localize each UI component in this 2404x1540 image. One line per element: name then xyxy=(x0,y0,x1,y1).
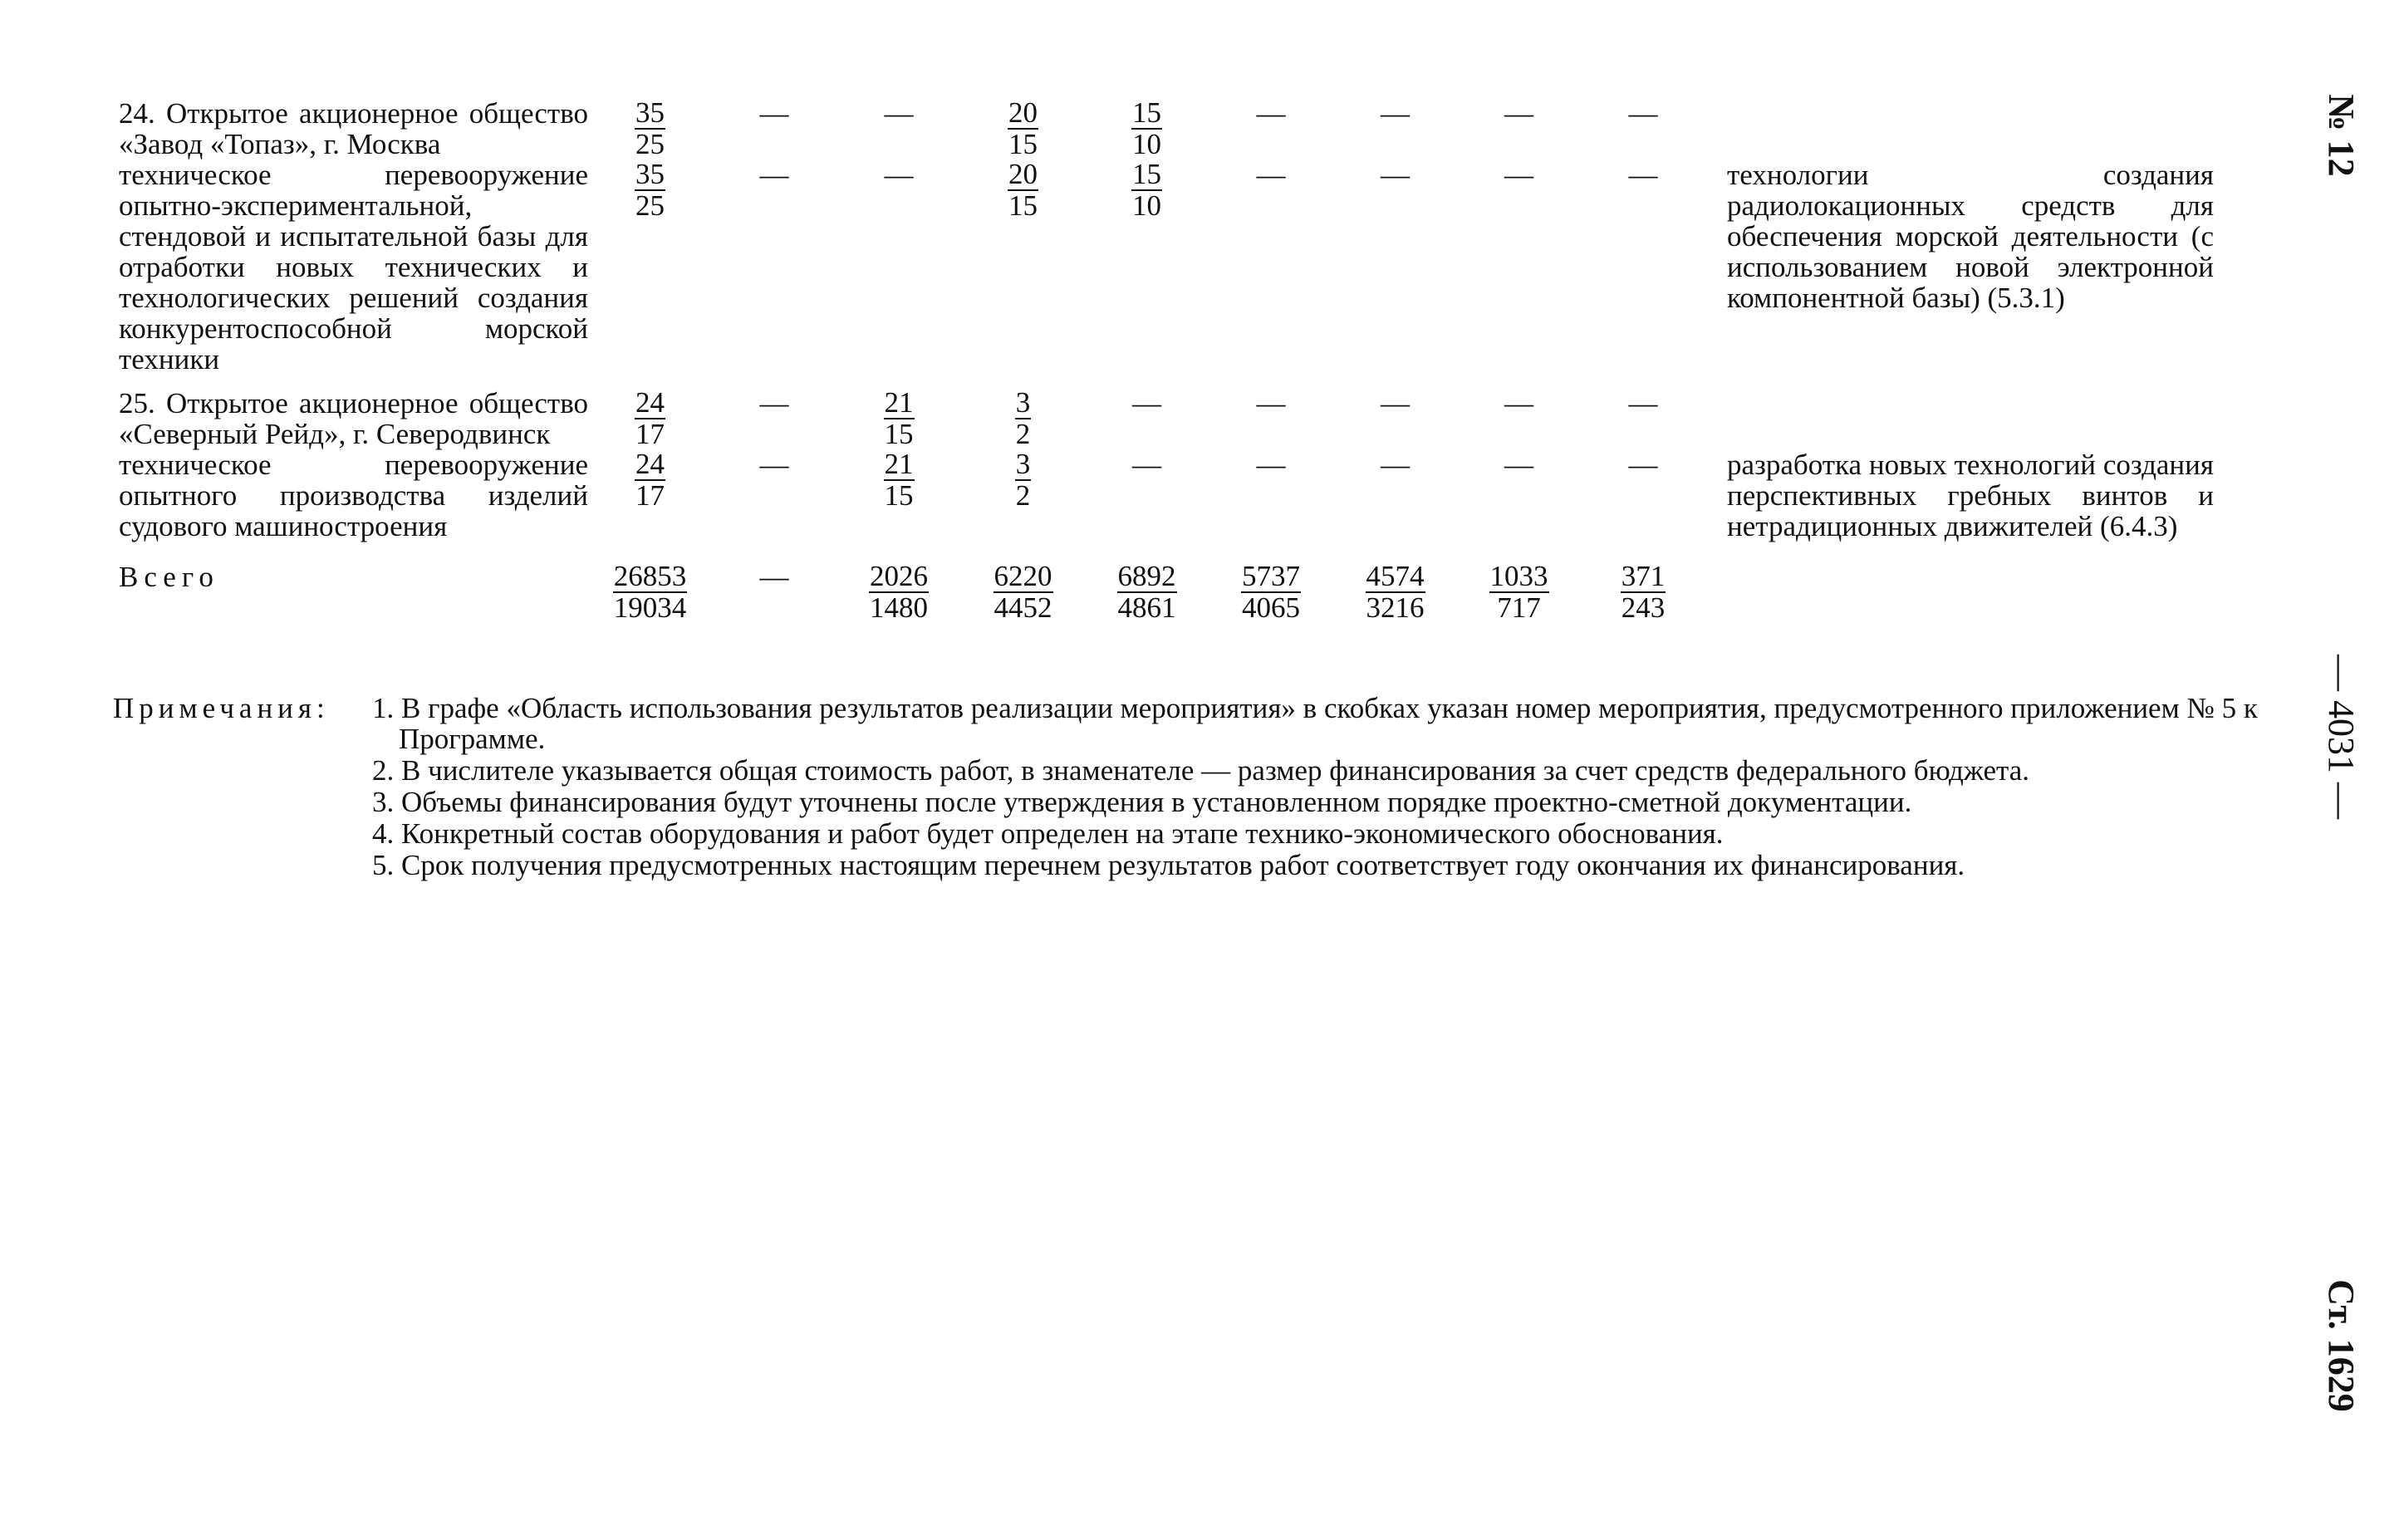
value-cell: $\frac{20}{15}$ xyxy=(1008,158,1038,222)
row-name: 24. Открытое акционерное общество «Завод «Топаз», г. Москва xyxy=(119,97,588,160)
value-cell: $\frac{3}{2}$ xyxy=(1015,448,1031,512)
value-cell: — xyxy=(1504,387,1533,419)
value-cell: $\frac{15}{10}$ xyxy=(1132,158,1161,222)
value-cell: — xyxy=(884,97,914,130)
total-cell: $\frac{5737}{4065}$ xyxy=(1242,560,1300,624)
value-cell: — xyxy=(1504,97,1533,130)
total-cell: $\frac{6220}{4452}$ xyxy=(993,560,1052,624)
row-name: техническое перевооружение опытного производства изделий судового машиностроения xyxy=(119,449,588,542)
value-cell: — xyxy=(759,159,789,191)
value-cell: — xyxy=(1256,159,1286,191)
value-cell: — xyxy=(1256,97,1286,130)
value-cell: — xyxy=(1132,387,1161,419)
table-row xyxy=(119,388,2214,449)
usage-area xyxy=(1705,98,2214,159)
total-row xyxy=(119,555,2214,623)
value-cell: — xyxy=(1381,387,1410,419)
table-row xyxy=(119,159,2214,388)
usage-area xyxy=(1705,388,2214,449)
value-cell: — xyxy=(1381,449,1410,481)
table-row xyxy=(119,98,2214,159)
total-cell: — xyxy=(759,561,789,593)
table-body xyxy=(119,98,2214,623)
article-number: Ст. 1629 xyxy=(2321,1279,2362,1412)
total-cell: $\frac{371}{243}$ xyxy=(1621,560,1666,624)
total-cell: $\frac{26853}{19034}$ xyxy=(613,560,687,624)
value-cell: — xyxy=(1132,449,1161,481)
usage-area: разработка новых технологий создания перспективных гребных винтов и нетрадиционных движителей (6.4.3) xyxy=(1727,449,2214,542)
notes-list xyxy=(372,693,2289,881)
total-label: Всего xyxy=(119,561,219,593)
note-item: 5. Срок получения предусмотренных настоящим перечнем результатов работ соответствует году окончания их финансирования. xyxy=(372,849,1965,881)
value-cell: $\frac{35}{25}$ xyxy=(635,158,665,222)
value-cell: — xyxy=(1381,97,1410,130)
row-name: 25. Открытое акционерное общество «Северный Рейд», г. Северодвинск xyxy=(119,387,588,450)
value-cell: — xyxy=(1628,97,1658,130)
value-cell: $\frac{35}{25}$ xyxy=(635,96,665,160)
value-cell: — xyxy=(759,97,789,130)
note-item: 1. В графе «Область использования результатов реализации мероприятия» в скобках указан номер мероприятия, предусмотренного приложением № 5 к Программе. xyxy=(372,692,2258,755)
notes-section xyxy=(113,693,2289,881)
value-cell: $\frac{3}{2}$ xyxy=(1015,386,1031,450)
notes-label: Примечания: xyxy=(113,692,330,724)
notes-row xyxy=(113,693,2289,881)
note-item: 4. Конкретный состав оборудования и работ будет определен на этапе технико-экономического обоснования. xyxy=(372,817,1724,850)
value-cell: $\frac{20}{15}$ xyxy=(1008,96,1038,160)
value-cell: — xyxy=(759,387,789,419)
value-cell: — xyxy=(759,449,789,481)
row-name: техническое перевооружение опытно-экспериментальной, стендовой и испытательной базы для отработки новых технических и технологических решений создания конкурентоспособной морской техники xyxy=(119,159,588,375)
value-cell: — xyxy=(1628,159,1658,191)
value-cell: — xyxy=(1504,449,1533,481)
value-cell: — xyxy=(1504,159,1533,191)
total-cell: $\frac{2026}{1480}$ xyxy=(870,560,928,624)
value-cell: $\frac{24}{17}$ xyxy=(635,386,665,450)
value-cell: $\frac{15}{10}$ xyxy=(1132,96,1161,160)
total-area xyxy=(1705,555,2214,623)
page-number: — 4031 — xyxy=(2321,655,2362,819)
note-item: 3. Объемы финансирования будут уточнены после утверждения в установленном порядке проектно-сметной документации. xyxy=(372,786,1912,818)
usage-area: технологии создания радиолокационных средств для обеспечения морской деятельности (с использованием новой электронной компонентной базы) (5.3.1) xyxy=(1727,159,2214,314)
value-cell: — xyxy=(1256,387,1286,419)
funding-table xyxy=(119,98,2214,623)
total-cell: $\frac{1033}{717}$ xyxy=(1489,560,1548,624)
value-cell: — xyxy=(1256,449,1286,481)
note-item: 2. В числителе указывается общая стоимость работ, в знаменателе — размер финансирования за счет средств федерального бюджета. xyxy=(372,754,2030,787)
value-cell: — xyxy=(1628,449,1658,481)
total-cell: $\frac{6892}{4861}$ xyxy=(1117,560,1176,624)
value-cell: $\frac{21}{15}$ xyxy=(884,448,914,512)
value-cell: $\frac{21}{15}$ xyxy=(884,386,914,450)
value-cell: — xyxy=(884,159,914,191)
value-cell: — xyxy=(1628,387,1658,419)
value-cell: — xyxy=(1381,159,1410,191)
value-cell: $\frac{24}{17}$ xyxy=(635,448,665,512)
total-cell: $\frac{4574}{3216}$ xyxy=(1366,560,1425,624)
table-row xyxy=(119,449,2214,555)
issue-number: № 12 xyxy=(2321,94,2362,177)
